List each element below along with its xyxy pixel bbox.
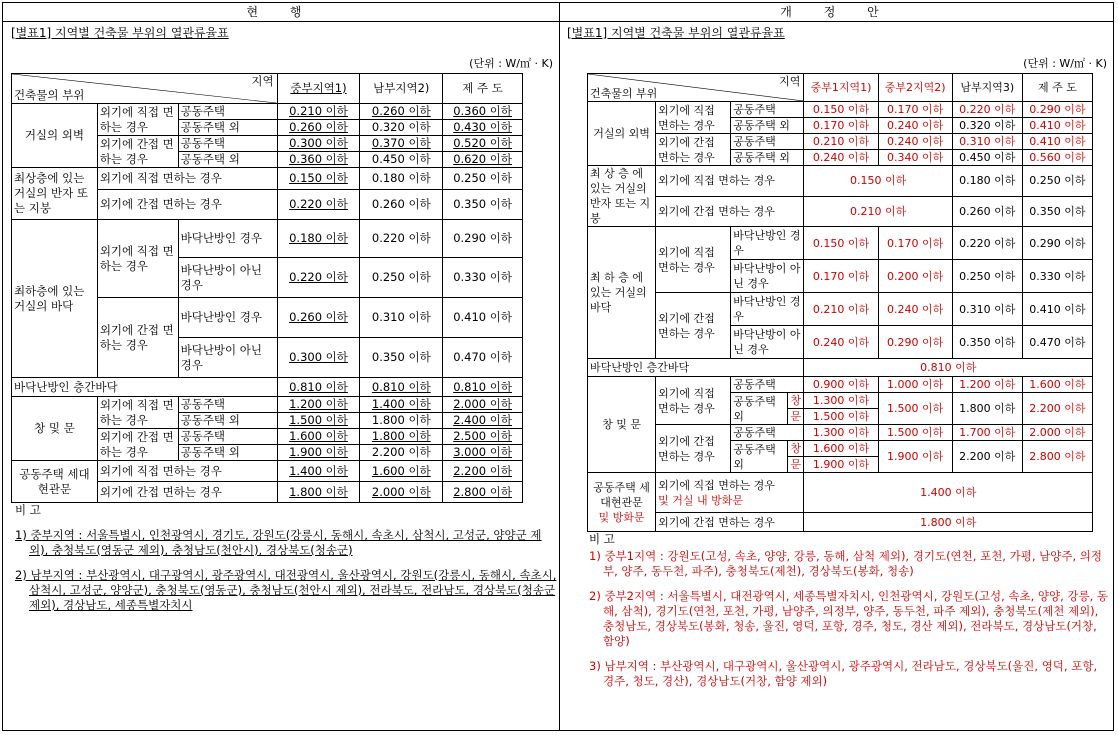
- row-label: 거실의 외벽: [12, 104, 98, 168]
- value-cell: 0.810 이하: [277, 378, 360, 397]
- row-label: 외기에 간접 면하는 경우: [656, 293, 731, 359]
- value-cell: 0.220 이하: [277, 258, 360, 298]
- value-cell: 0.810 이하: [443, 378, 523, 397]
- value-cell: 0.170 이하: [804, 118, 878, 134]
- row-label: 창 및 문: [12, 397, 98, 461]
- value-cell: 0.240 이하: [878, 134, 952, 150]
- note-3: 3) 남부지역 : 부산광역시, 대구광역시, 울산광역시, 광주광역시, 전라남도, 경상북도(울진, 영덕, 포항, 경주, 청도, 경산), 경상남도(거창, 함양 제외): [589, 659, 1098, 688]
- value-cell: 0.240 이하: [804, 150, 878, 166]
- row-label: 공동주택: [731, 377, 804, 393]
- row-label: 바닥난방인 경우: [731, 293, 804, 326]
- region-label: 지역: [779, 75, 801, 88]
- value-cell: 0.620 이하: [443, 152, 523, 168]
- door-direct-label: 외기에 직접 면하는 경우: [658, 478, 775, 492]
- row-label: 창 및 문: [588, 377, 656, 473]
- value-cell: 0.250 이하: [360, 258, 443, 298]
- value-cell: 2.500 이하: [443, 429, 523, 445]
- zone-header: 중부1지역1): [804, 74, 878, 102]
- value-cell: 0.150 이하: [277, 168, 360, 190]
- zone-header: 제 주 도: [443, 74, 523, 104]
- row-label: 공동주택 외: [731, 150, 804, 166]
- value-cell: 0.290 이하: [1022, 227, 1092, 260]
- value-cell: 1.300 이하: [804, 393, 878, 409]
- value-cell: 1.500 이하: [878, 393, 952, 425]
- value-cell: 0.180 이하: [360, 168, 443, 190]
- revised-unit: (단위 : W/㎡ · K): [1023, 57, 1107, 70]
- row-label: 외기에 직접 면하는 경우: [656, 166, 804, 197]
- row-label: 바닥난방인 층간바닥: [12, 378, 278, 397]
- remark-label: 비 고: [15, 503, 41, 517]
- row-label: 공동주택: [731, 102, 804, 118]
- value-cell: 0.210 이하: [804, 134, 878, 150]
- row-label: 공동주택 외: [178, 413, 277, 429]
- value-cell: 0.410 이하: [1022, 134, 1092, 150]
- row-label: 공동주택 외: [731, 118, 804, 134]
- door-direct-label-2: 및 거실 내 방화문: [658, 493, 743, 507]
- current-unit: (단위 : W/㎡ · K): [469, 57, 553, 70]
- row-label: 공동주택 외: [178, 445, 277, 461]
- value-cell: 0.260 이하: [952, 196, 1022, 227]
- door-label-2: 및 방화문: [598, 510, 645, 524]
- note-2: 2) 중부2지역 : 서울특별시, 대전광역시, 세종특별자치시, 인천광역시, 강원도(고성, 속초, 양양, 강릉, 동해, 삼척), 경기도(연천, 포천, 가평, 남양주, 의정부, 양주, 동두천, 파주 제외), 충청북도(제천 제외), 충청남도, 경상북도(봉화, 청송, 울진, 영덕, 포항, 경주, 청도, 경산 제외), 전라북도, 경상남도(거창, 함양): [589, 589, 1109, 648]
- value-cell: 0.900 이하: [804, 377, 878, 393]
- row-label: 바닥난방이 아닌 경우: [731, 260, 804, 293]
- row-label: 외기에 직접 면하는 경우: [97, 461, 277, 482]
- note-1: 1) 중부지역 : 서울특별시, 인천광역시, 경기도, 강원도(강릉시, 동해시, 속초시, 삼척시, 고성군, 양양군 제외), 충청북도(영동군 제외), 충청남도(천안시), 경상북도(청송군): [15, 528, 542, 557]
- value-cell: 0.290 이하: [1022, 102, 1092, 118]
- value-cell: 0.220 이하: [952, 227, 1022, 260]
- value-cell: 1.900 이하: [804, 457, 878, 473]
- value-cell: 2.000 이하: [360, 482, 443, 503]
- value-cell: 1.600 이하: [804, 441, 878, 457]
- row-label: 최 하 층 에 있는 거실의 바닥: [588, 227, 656, 359]
- row-label: 외기에 직접 면하는 경우: [656, 377, 731, 425]
- value-cell: 0.410 이하: [443, 298, 523, 338]
- comparison-frame: [2, 2, 1114, 731]
- row-label: 외기에 간접 면하는 경우: [97, 190, 277, 220]
- value-cell: 1.400 이하: [277, 461, 360, 482]
- value-cell: 0.180 이하: [952, 166, 1022, 197]
- value-cell: 0.810 이하: [360, 378, 443, 397]
- row-label: 바닥난방인 경우: [178, 298, 277, 338]
- value-cell: 0.260 이하: [277, 120, 360, 136]
- row-label: 공동주택 외: [731, 393, 788, 425]
- door-label-1: 공동주택 세대현관문: [593, 480, 650, 509]
- value-cell: 0.180 이하: [277, 220, 360, 258]
- header-current: 현 행: [3, 3, 559, 22]
- row-label: [656, 473, 804, 513]
- value-cell: 0.150 이하: [804, 166, 952, 197]
- door-label: 문: [788, 409, 804, 425]
- value-cell: 1.400 이하: [360, 397, 443, 413]
- row-label: 외기에 직접 면하는 경우: [97, 220, 178, 298]
- current-title: [별표1] 지역별 건축물 부위의 열관류율표: [11, 26, 229, 40]
- value-cell: 0.240 이하: [878, 293, 952, 326]
- row-label: 공동주택: [731, 134, 804, 150]
- value-cell: 1.600 이하: [1022, 377, 1092, 393]
- revised-notes: [589, 532, 1111, 689]
- row-label: 공동주택 외: [178, 120, 277, 136]
- value-cell: 1.800 이하: [360, 429, 443, 445]
- value-cell: 0.210 이하: [277, 104, 360, 120]
- value-cell: 1.500 이하: [804, 409, 878, 425]
- value-cell: 0.260 이하: [277, 298, 360, 338]
- value-cell: 0.240 이하: [878, 118, 952, 134]
- value-cell: 0.300 이하: [277, 338, 360, 378]
- revised-column: [563, 22, 1111, 730]
- value-cell: 0.320 이하: [360, 120, 443, 136]
- row-label: 공동주택 세대현관문: [12, 461, 98, 503]
- current-table: [11, 73, 523, 503]
- row-label: 최 상 층 에 있는 거실의 반자 또는 지붕: [588, 166, 656, 227]
- zone-header: 중부지역1): [277, 74, 360, 104]
- row-label: 공동주택: [178, 136, 277, 152]
- row-label: 외기에 직접 면하는 경우: [97, 104, 178, 136]
- value-cell: 0.170 이하: [878, 227, 952, 260]
- value-cell: 0.330 이하: [443, 258, 523, 298]
- value-cell: 1.000 이하: [878, 377, 952, 393]
- row-label: 최하층에 있는 거실의 바닥: [12, 220, 98, 378]
- value-cell: 0.350 이하: [1022, 196, 1092, 227]
- zone-header: 남부지역2): [360, 74, 443, 104]
- value-cell: 0.370 이하: [360, 136, 443, 152]
- value-cell: 1.400 이하: [804, 473, 1093, 513]
- value-cell: 2.200 이하: [443, 461, 523, 482]
- row-label: 외기에 직접 면하는 경우: [97, 168, 277, 190]
- current-notes: [15, 503, 557, 613]
- part-label: 건축물의 부위: [14, 88, 85, 102]
- door-label: 문: [788, 457, 804, 473]
- value-cell: 2.000 이하: [443, 397, 523, 413]
- value-cell: 1.900 이하: [878, 441, 952, 473]
- value-cell: 0.310 이하: [952, 134, 1022, 150]
- row-label: 외기에 간접 면하는 경우: [97, 429, 178, 461]
- row-label: 외기에 직접 면하는 경우: [656, 227, 731, 293]
- row-label: 공동주택: [178, 104, 277, 120]
- value-cell: 0.250 이하: [1022, 166, 1092, 197]
- value-cell: 0.260 이하: [360, 190, 443, 220]
- value-cell: 0.250 이하: [443, 168, 523, 190]
- row-label: 바닥난방이 아닌 경우: [731, 326, 804, 359]
- row-label: 외기에 간접 면하는 경우: [656, 196, 804, 227]
- value-cell: 0.210 이하: [804, 293, 878, 326]
- note-2: 2) 남부지역 : 부산광역시, 대구광역시, 광주광역시, 대전광역시, 울산광역시, 강원도(강릉시, 동해시, 속초시, 삼척시, 고성군, 양양군), 충청북도(영동군), 충청남도(천안시 제외), 전라북도, 전라남도, 경상북도(청송군 제외), 경상남도, 세종특별자치시: [15, 568, 557, 612]
- value-cell: 0.450 이하: [952, 150, 1022, 166]
- value-cell: 0.810 이하: [804, 359, 1093, 377]
- value-cell: 2.200 이하: [360, 445, 443, 461]
- value-cell: 0.240 이하: [804, 326, 878, 359]
- value-cell: 0.310 이하: [360, 298, 443, 338]
- revised-title: [별표1] 지역별 건축물 부위의 열관류율표: [567, 26, 785, 40]
- value-cell: 0.310 이하: [952, 293, 1022, 326]
- row-label: 바닥난방이 아닌 경우: [178, 338, 277, 378]
- row-label: 바닥난방이 아닌 경우: [178, 258, 277, 298]
- value-cell: 0.220 이하: [360, 220, 443, 258]
- value-cell: 0.360 이하: [443, 104, 523, 120]
- value-cell: 1.300 이하: [804, 425, 878, 441]
- row-label: [588, 473, 656, 532]
- row-label: 공동주택 외: [731, 441, 788, 473]
- value-cell: 0.220 이하: [277, 190, 360, 220]
- header-diagonal-cell: [12, 74, 278, 104]
- value-cell: 0.450 이하: [360, 152, 443, 168]
- row-label: 외기에 간접 면하는 경우: [656, 425, 731, 473]
- value-cell: 0.350 이하: [360, 338, 443, 378]
- value-cell: 1.700 이하: [952, 425, 1022, 441]
- row-label: 공동주택: [178, 429, 277, 445]
- row-label: 외기에 간접 면하는 경우: [97, 136, 178, 168]
- value-cell: 1.900 이하: [277, 445, 360, 461]
- row-label: 외기에 직접 면하는 경우: [97, 397, 178, 429]
- value-cell: 0.210 이하: [804, 196, 952, 227]
- value-cell: 0.300 이하: [277, 136, 360, 152]
- value-cell: 1.800 이하: [277, 482, 360, 503]
- value-cell: 0.260 이하: [360, 104, 443, 120]
- value-cell: 1.500 이하: [277, 413, 360, 429]
- note-1: 1) 중부1지역 : 강원도(고성, 속초, 양양, 강릉, 동해, 삼척 제외), 경기도(연천, 포천, 가평, 남양주, 의정부, 양주, 동두천, 파주), 충청북도(제천), 경상북도(봉화, 청송): [589, 549, 1102, 578]
- row-label: 공동주택: [731, 425, 804, 441]
- window-label: 창: [788, 441, 804, 457]
- zone-header: 남부지역3): [952, 74, 1022, 102]
- value-cell: 0.430 이하: [443, 120, 523, 136]
- value-cell: 0.350 이하: [952, 326, 1022, 359]
- value-cell: 2.800 이하: [443, 482, 523, 503]
- value-cell: 2.000 이하: [1022, 425, 1092, 441]
- window-label: 창: [788, 393, 804, 409]
- value-cell: 1.200 이하: [277, 397, 360, 413]
- row-label: 바닥난방인 경우: [178, 220, 277, 258]
- value-cell: 1.200 이하: [952, 377, 1022, 393]
- value-cell: 1.600 이하: [277, 429, 360, 445]
- row-label: 외기에 직접 면하는 경우: [656, 102, 731, 134]
- zone-header: 중부2지역2): [878, 74, 952, 102]
- value-cell: 2.400 이하: [443, 413, 523, 429]
- value-cell: 2.800 이하: [1022, 441, 1092, 473]
- value-cell: 0.340 이하: [878, 150, 952, 166]
- value-cell: 0.350 이하: [443, 190, 523, 220]
- value-cell: 0.520 이하: [443, 136, 523, 152]
- value-cell: 0.150 이하: [804, 227, 878, 260]
- row-label: 최상층에 있는 거실의 반자 또는 지붕: [12, 168, 98, 220]
- revised-table: [587, 73, 1093, 532]
- row-label: 바닥난방인 층간바닥: [588, 359, 804, 377]
- row-label: 외기에 간접 면하는 경우: [656, 134, 731, 166]
- value-cell: 3.000 이하: [443, 445, 523, 461]
- row-label: 바닥난방인 경우: [731, 227, 804, 260]
- value-cell: 0.170 이하: [804, 260, 878, 293]
- zone-header: 제 주 도: [1022, 74, 1092, 102]
- value-cell: 0.220 이하: [952, 102, 1022, 118]
- value-cell: 0.470 이하: [1022, 326, 1092, 359]
- value-cell: 0.410 이하: [1022, 118, 1092, 134]
- column-divider: [559, 3, 560, 730]
- row-label: 외기에 간접 면하는 경우: [97, 298, 178, 378]
- value-cell: 0.150 이하: [804, 102, 878, 118]
- value-cell: 0.290 이하: [443, 220, 523, 258]
- header-revised: 개 정 안: [560, 3, 1113, 22]
- value-cell: 0.410 이하: [1022, 293, 1092, 326]
- value-cell: 1.800 이하: [952, 393, 1022, 425]
- current-column: [7, 22, 557, 730]
- value-cell: 0.170 이하: [878, 102, 952, 118]
- value-cell: 0.330 이하: [1022, 260, 1092, 293]
- row-label: 외기에 간접 면하는 경우: [97, 482, 277, 503]
- value-cell: 0.200 이하: [878, 260, 952, 293]
- part-label: 건축물의 부위: [590, 87, 658, 100]
- region-label: 지역: [251, 74, 274, 88]
- row-label: 공동주택 외: [178, 152, 277, 168]
- row-label: 공동주택: [178, 397, 277, 413]
- value-cell: 2.200 이하: [952, 441, 1022, 473]
- value-cell: 0.320 이하: [952, 118, 1022, 134]
- value-cell: 0.560 이하: [1022, 150, 1092, 166]
- value-cell: 1.800 이하: [804, 513, 1093, 532]
- remark-label: 비 고: [589, 532, 615, 546]
- value-cell: 0.250 이하: [952, 260, 1022, 293]
- value-cell: 2.200 이하: [1022, 393, 1092, 425]
- value-cell: 0.470 이하: [443, 338, 523, 378]
- value-cell: 0.290 이하: [878, 326, 952, 359]
- row-label: 외기에 간접 면하는 경우: [656, 513, 804, 532]
- value-cell: 1.600 이하: [360, 461, 443, 482]
- row-label: 거실의 외벽: [588, 102, 656, 166]
- value-cell: 1.500 이하: [878, 425, 952, 441]
- header-diagonal-cell: [588, 74, 804, 102]
- value-cell: 1.800 이하: [360, 413, 443, 429]
- value-cell: 0.360 이하: [277, 152, 360, 168]
